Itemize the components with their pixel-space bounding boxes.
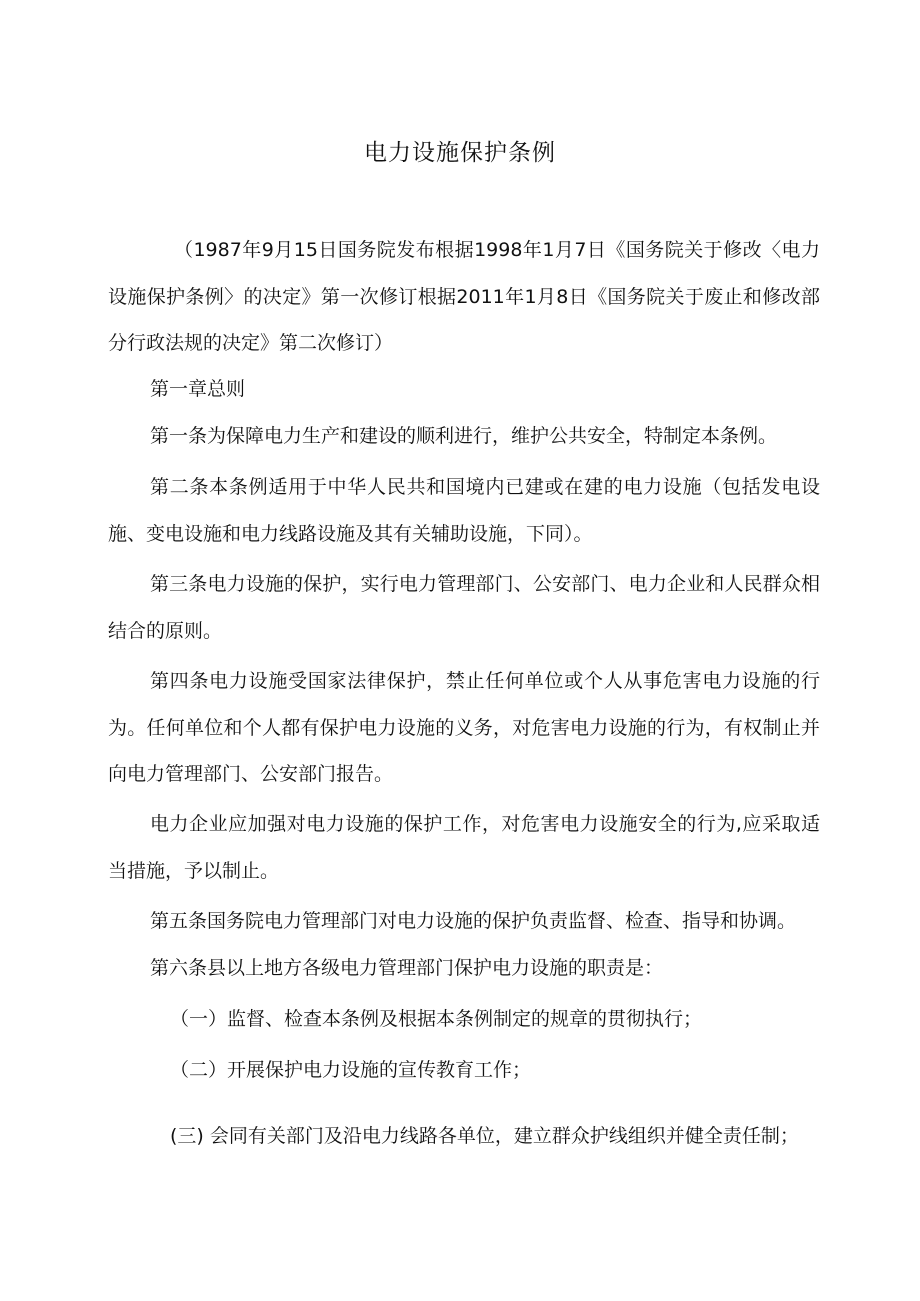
article-6-item-3: (三) 会同有关部门及沿电力线路各单位，建立群众护线组织并健全责任制； — [170, 1125, 799, 1147]
article-6-item-2: （二）开展保护电力设施的宣传教育工作； — [170, 1059, 532, 1081]
article-1: 第一条为保障电力生产和建设的顺利进行，维护公共安全，特制定本条例。 — [150, 425, 778, 447]
article-3: 第三条电力设施的保护，实行电力管理部门、公安部门、电力企业和人民群众相结合的原则。 — [108, 573, 820, 642]
article-5: 第五条国务院电力管理部门对电力设施的保护负责监督、检查、指导和协调。 — [150, 910, 797, 932]
revision-note: （1987年9月15日国务院发布根据1998年1月7日《国务院关于修改〈电力设施保护条例〉的决定》第一次修订根据2011年1月8日《国务院关于废止和修改部分行政法规的决定》第二次修订） — [108, 239, 820, 354]
article-6: 第六条县以上地方各级电力管理部门保护电力设施的职责是： — [150, 957, 664, 979]
article-2: 第二条本条例适用于中华人民共和国境内已建或在建的电力设施（包括发电设施、变电设施和电力线路设施及其有关辅助设施，下同）。 — [108, 476, 820, 545]
article-4: 第四条电力设施受国家法律保护，禁止任何单位或个人从事危害电力设施的行为。任何单位和个人都有保护电力设施的义务，对危害电力设施的行为，有权制止并向电力管理部门、公安部门报告。 — [108, 670, 820, 785]
article-6-item-1: （一）监督、检查本条例及根据本条例制定的规章的贯彻执行； — [170, 1008, 703, 1030]
article-4-continued: 电力企业应加强对电力设施的保护工作，对危害电力设施安全的行为,应采取适当措施，予以制止。 — [108, 813, 820, 882]
document-title: 电力设施保护条例 — [364, 140, 556, 166]
chapter-heading: 第一章总则 — [150, 378, 246, 400]
